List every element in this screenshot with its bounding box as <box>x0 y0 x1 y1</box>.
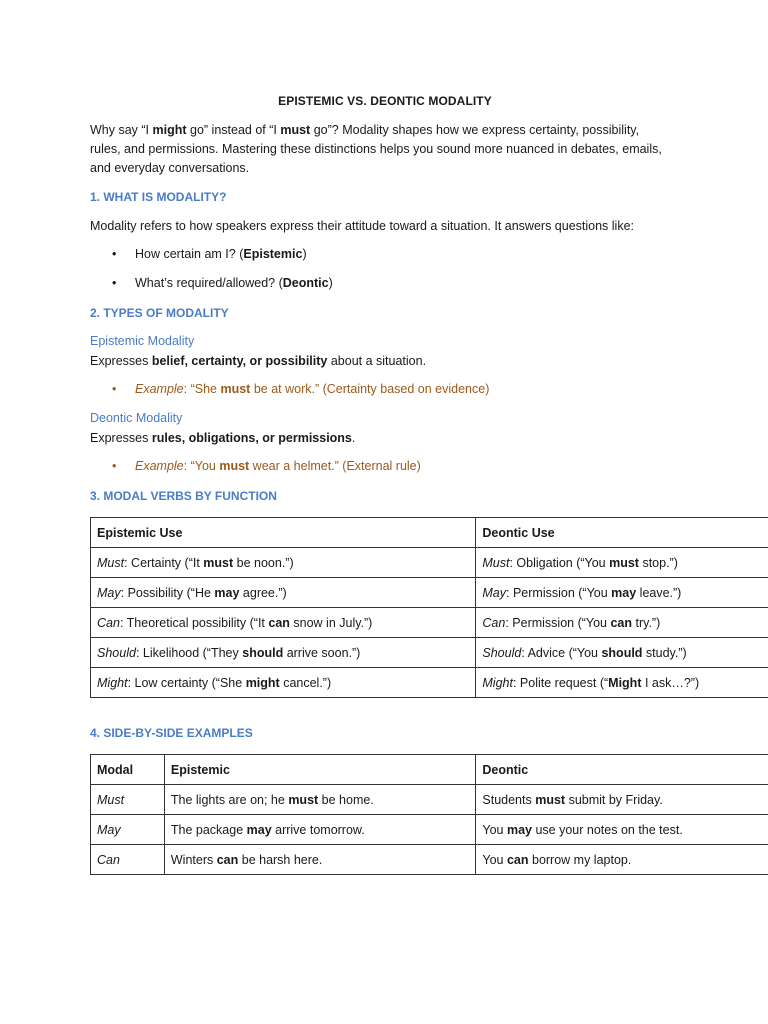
table-cell: May: Possibility (“He may agree.”) <box>91 578 476 608</box>
deontic-subheading: Deontic Modality <box>90 411 183 425</box>
table-cell: Can <box>91 845 165 875</box>
table-cell: May: Permission (“You may leave.”) <box>476 578 768 608</box>
table-cell: Can: Theoretical possibility (“It can snow in July.”) <box>91 608 476 638</box>
side-by-side-table <box>90 754 768 875</box>
bullet-icon: • <box>112 382 117 396</box>
table-header-row <box>91 755 768 785</box>
table-row <box>91 578 768 608</box>
bullet-icon: • <box>112 459 117 473</box>
table-cell: Should: Likelihood (“They should arrive soon.”) <box>91 638 476 668</box>
table-cell: May <box>91 815 165 845</box>
table-row <box>91 548 768 578</box>
table-header-row <box>91 518 768 548</box>
page-title: EPISTEMIC VS. DEONTIC MODALITY <box>278 94 492 108</box>
table-cell: The lights are on; he must be home. <box>164 785 476 815</box>
column-header-deontic: Deontic <box>476 755 768 785</box>
table-row <box>91 815 768 845</box>
deontic-description: Expresses rules, obligations, or permissions. <box>90 431 356 445</box>
epistemic-subheading: Epistemic Modality <box>90 334 195 348</box>
section-1-text: Modality refers to how speakers express their attitude toward a situation. It answers questions like: <box>90 219 635 233</box>
table-cell: Might: Polite request (“Might I ask…?”) <box>476 668 768 698</box>
bullet-icon: • <box>112 276 117 290</box>
intro-line-1: Why say “I might go” instead of “I must go”? Modality shapes how we express certainty, possibility, <box>90 123 640 137</box>
table-cell: Should: Advice (“You should study.”) <box>476 638 768 668</box>
table-cell: Winters can be harsh here. <box>164 845 476 875</box>
table-cell: Must: Obligation (“You must stop.”) <box>476 548 768 578</box>
intro-line-2: rules, and permissions. Mastering these distinctions helps you sound more nuanced in debates, emails, <box>90 142 662 156</box>
column-header-modal: Modal <box>91 755 165 785</box>
modal-verbs-table <box>90 517 768 698</box>
column-header-epistemic: Epistemic <box>164 755 476 785</box>
table-cell: Can: Permission (“You can try.”) <box>476 608 768 638</box>
epistemic-description: Expresses belief, certainty, or possibility about a situation. <box>90 354 427 368</box>
column-header-deontic: Deontic Use <box>476 518 768 548</box>
table-row <box>91 785 768 815</box>
table-cell: The package may arrive tomorrow. <box>164 815 476 845</box>
table-cell: Must: Certainty (“It must be noon.”) <box>91 548 476 578</box>
intro-line-3: and everyday conversations. <box>90 161 250 175</box>
table-row <box>91 608 768 638</box>
table-cell: Might: Low certainty (“She might cancel.”) <box>91 668 476 698</box>
table-row <box>91 668 768 698</box>
intro-paragraph <box>90 121 680 178</box>
section-4-heading: 4. SIDE-BY-SIDE EXAMPLES <box>90 726 253 740</box>
table-row <box>91 638 768 668</box>
table-cell: Must <box>91 785 165 815</box>
section-2-heading: 2. TYPES OF MODALITY <box>90 306 229 320</box>
column-header-epistemic: Epistemic Use <box>91 518 476 548</box>
table-row <box>91 845 768 875</box>
table-cell: You may use your notes on the test. <box>476 815 768 845</box>
table-cell: Students must submit by Friday. <box>476 785 768 815</box>
section-3-heading: 3. MODAL VERBS BY FUNCTION <box>90 489 277 503</box>
bullet-icon: • <box>112 247 117 261</box>
section-1-heading: 1. WHAT IS MODALITY? <box>90 190 227 204</box>
table-cell: You can borrow my laptop. <box>476 845 768 875</box>
